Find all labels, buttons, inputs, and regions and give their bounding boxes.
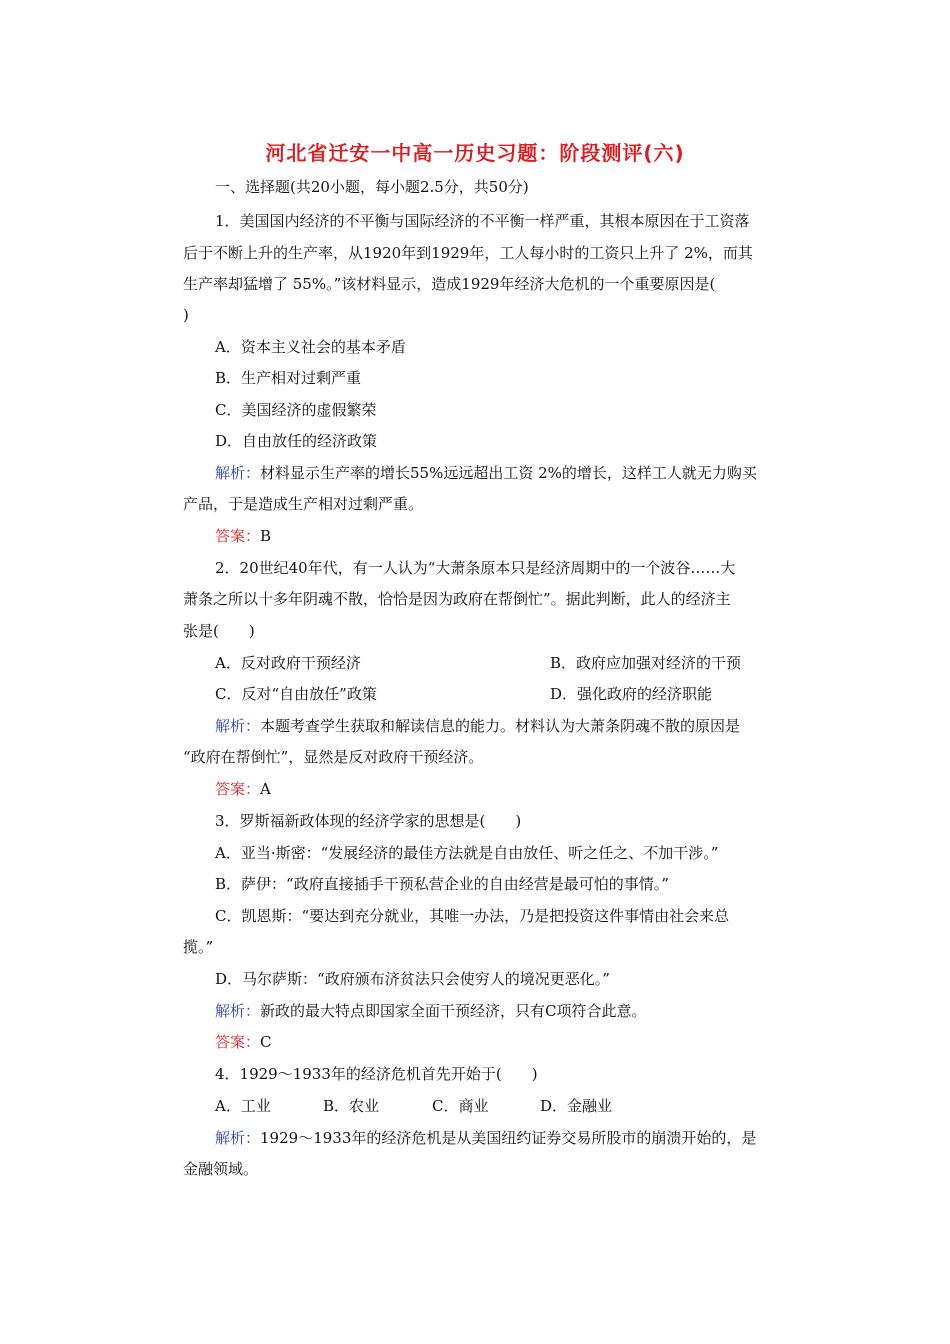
q1-stem-line-3: 生产率却猛增了 55%。”该材料显示，造成1929年经济大危机的一个重要原因是( (183, 275, 716, 293)
q2-stem-line-2: 萧条之所以十多年阴魂不散，恰恰是因为政府在帮倒忙”。据此判断，此人的经济主 (183, 590, 731, 608)
q2-options-row-2 (215, 684, 713, 704)
q1-option-a: A．资本主义社会的基本矛盾 (215, 338, 406, 356)
q2-option-d: D．强化政府的经济职能 (550, 685, 713, 703)
q1-option-b: B．生产相对过剩严重 (215, 369, 362, 387)
q3-option-a: A．亚当·斯密：“发展经济的最佳方法就是自由放任、听之任之、不加干涉。” (215, 844, 719, 862)
q1-analysis-line-2: 产品，于是造成生产相对过剩严重。 (183, 495, 424, 513)
q4-option-c: C．商业 (432, 1097, 489, 1115)
q4-analysis-line-1: 解析：1929～1933年的经济危机是从美国纽约证券交易所股市的崩溃开始的，是 (215, 1129, 757, 1147)
q1-option-c: C．美国经济的虚假繁荣 (215, 401, 377, 419)
q1-stem-line-2: 后于不断上升的生产率，从1920年到1929年，工人每小时的工资只上升了 2%，而其 (183, 244, 753, 262)
q1-answer: 答案：B (215, 527, 272, 545)
q2-option-b: B．政府应加强对经济的干预 (550, 654, 742, 672)
q2-analysis-line-1: 解析：本题考查学生获取和解读信息的能力。材料认为大萧条阴魂不散的原因是 (215, 717, 741, 735)
q4-options-row (215, 1096, 613, 1116)
q3-option-c-line-1: C．凯恩斯：“要达到充分就业，其唯一办法，乃是把投资这件事情由社会来总 (215, 907, 730, 925)
q3-answer: 答案：C (215, 1033, 272, 1051)
answer-label: 答案： (215, 527, 261, 545)
q3-option-b: B．萨伊：“政府直接插手干预私营企业的自由经营是最可怕的事情。” (215, 875, 669, 893)
q4-option-b: B．农业 (323, 1097, 380, 1115)
q1-analysis-line-1: 解析：材料显示生产率的增长55%远远超出工资 2%的增长，这样工人就无力购买 (215, 464, 757, 482)
analysis-label: 解析： (215, 464, 261, 482)
q1-stem-line-1: 1．美国国内经济的不平衡与国际经济的不平衡一样严重，其根本原因在于工资落 (215, 212, 750, 230)
q2-stem-line-1: 2．20世纪40年代，有一人认为“大萧条原本只是经济周期中的一个波谷……大 (215, 559, 736, 577)
q4-analysis-line-2: 金融领域。 (183, 1160, 259, 1178)
q4-option-a: A．工业 (215, 1097, 271, 1115)
section-heading: 一、选择题(共20小题，每小题2.5分，共50分) (215, 178, 529, 196)
q2-option-c: C．反对“自由放任”政策 (215, 685, 377, 703)
q3-analysis: 解析：新政的最大特点即国家全面干预经济，只有C项符合此意。 (215, 1002, 647, 1020)
q3-option-c-line-2: 揽。” (183, 938, 214, 956)
q2-option-a: A．反对政府干预经济 (215, 654, 361, 672)
q2-stem-line-3: 张是( ) (183, 622, 255, 640)
q1-stem-line-4: ) (183, 306, 189, 324)
q2-options-row-1 (215, 653, 742, 673)
page-title: 河北省迁安一中高一历史习题：阶段测评(六) (265, 141, 685, 165)
q1-option-d: D．自由放任的经济政策 (215, 432, 378, 450)
q2-answer: 答案：A (215, 780, 271, 798)
q3-option-d: D．马尔萨斯：“政府颁布济贫法只会使穷人的境况更恶化。” (215, 970, 610, 988)
q3-stem: 3．罗斯福新政体现的经济学家的思想是( ) (215, 812, 522, 830)
q4-stem: 4．1929～1933年的经济危机首先开始于( ) (215, 1065, 538, 1083)
q2-analysis-line-2: “政府在帮倒忙”，显然是反对政府干预经济。 (183, 748, 484, 766)
q4-option-d: D．金融业 (540, 1097, 613, 1115)
